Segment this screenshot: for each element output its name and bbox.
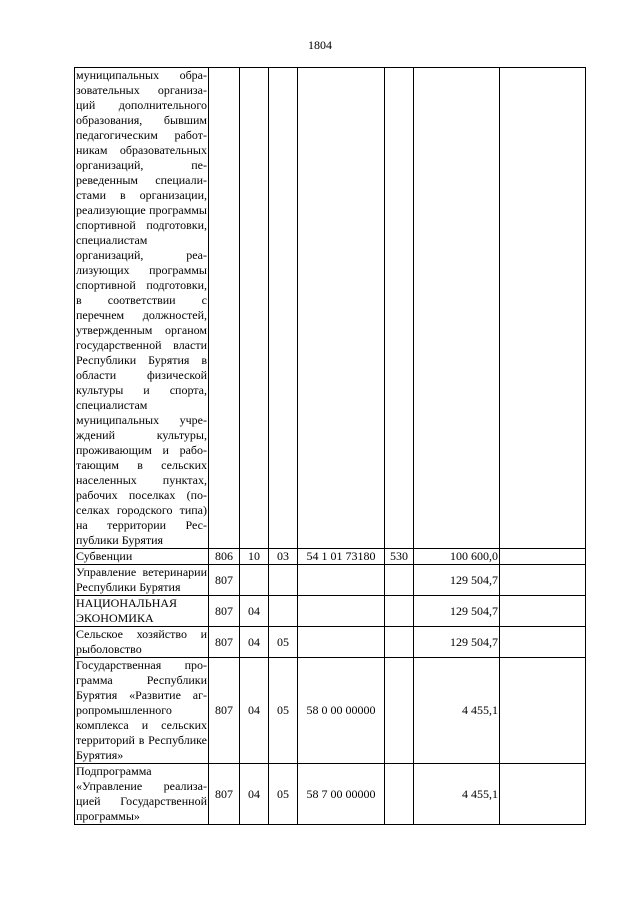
subsection-code (269, 596, 298, 627)
section-code: 04 (240, 658, 269, 764)
extra-amount (500, 68, 586, 549)
amount: 129 504,7 (414, 596, 500, 627)
row-name: Сельское хозяйство и рыболовство (76, 627, 207, 656)
table-row (75, 596, 586, 627)
section-code: 04 (240, 596, 269, 627)
page-number: 1804 (308, 38, 332, 52)
subsection-code: 05 (269, 627, 298, 658)
ministry-code: 807 (209, 596, 240, 627)
target-article-code: 58 7 00 00000 (298, 764, 385, 825)
target-article-code: 58 0 00 00000 (298, 658, 385, 764)
extra-amount (500, 596, 586, 627)
row-name: Субвенции (75, 549, 209, 565)
ministry-code: 806 (209, 549, 240, 565)
extra-amount (500, 658, 586, 764)
table-row (75, 68, 586, 549)
expense-type-code: 530 (385, 549, 414, 565)
table-row (75, 627, 586, 658)
target-article-code (298, 627, 385, 658)
ministry-code: 807 (209, 764, 240, 825)
expense-type-code (385, 596, 414, 627)
section-code (240, 68, 269, 549)
amount (414, 68, 500, 549)
amount: 129 504,7 (414, 627, 500, 658)
extra-amount (500, 764, 586, 825)
target-article-code (298, 596, 385, 627)
expense-type-code (385, 658, 414, 764)
section-code: 04 (240, 764, 269, 825)
target-article-code: 54 1 01 73180 (298, 549, 385, 565)
row-name: муниципальных образовательных организаций дополнительного образования, бывшим педагогическим работникам образовательных организаций, переведенным специалистами в организации, реализующие программы спортивной подготовки, специалистам организаций, реализующих программы спортивной подготовки, в соответствии с перечнем должностей, утвержденным органом государственной власти Республики Бурятия в области физической культуры и спорта, специалистам муниципальных учреждений культуры, проживающим и работающим в сельских населенных пунктах, рабочих поселках (поселках городского типа) на территории Республики Бурятия (76, 68, 207, 547)
amount: 129 504,7 (414, 565, 500, 596)
subsection-code: 05 (269, 658, 298, 764)
expense-type-code (385, 764, 414, 825)
table-row (75, 565, 586, 596)
amount: 100 600,0 (414, 549, 500, 565)
subsection-code: 05 (269, 764, 298, 825)
table-row (75, 764, 586, 825)
target-article-code (298, 68, 385, 549)
extra-amount (500, 565, 586, 596)
subsection-code (269, 565, 298, 596)
row-name: НАЦИОНАЛЬНАЯ ЭКОНОМИКА (75, 596, 209, 627)
row-name: Подпрограмма «Управление реализацией Государственной программы» (76, 764, 207, 823)
row-name: Управление ветеринарии Республики Бурятия (76, 565, 207, 594)
expense-type-code (385, 627, 414, 658)
ministry-code: 807 (209, 627, 240, 658)
extra-amount (500, 549, 586, 565)
subsection-code: 03 (269, 549, 298, 565)
budget-table (74, 67, 586, 825)
subsection-code (269, 68, 298, 549)
table-row (75, 549, 586, 565)
expense-type-code (385, 565, 414, 596)
ministry-code: 807 (209, 565, 240, 596)
section-code (240, 565, 269, 596)
section-code: 10 (240, 549, 269, 565)
section-code: 04 (240, 627, 269, 658)
amount: 4 455,1 (414, 658, 500, 764)
extra-amount (500, 627, 586, 658)
ministry-code: 807 (209, 658, 240, 764)
ministry-code (209, 68, 240, 549)
row-name: Государственная программа Республики Бурятия «Развитие агропромышленного комплекса и сельских территорий в Республике Бурятия» (76, 658, 207, 762)
expense-type-code (385, 68, 414, 549)
target-article-code (298, 565, 385, 596)
table-row (75, 658, 586, 764)
amount: 4 455,1 (414, 764, 500, 825)
